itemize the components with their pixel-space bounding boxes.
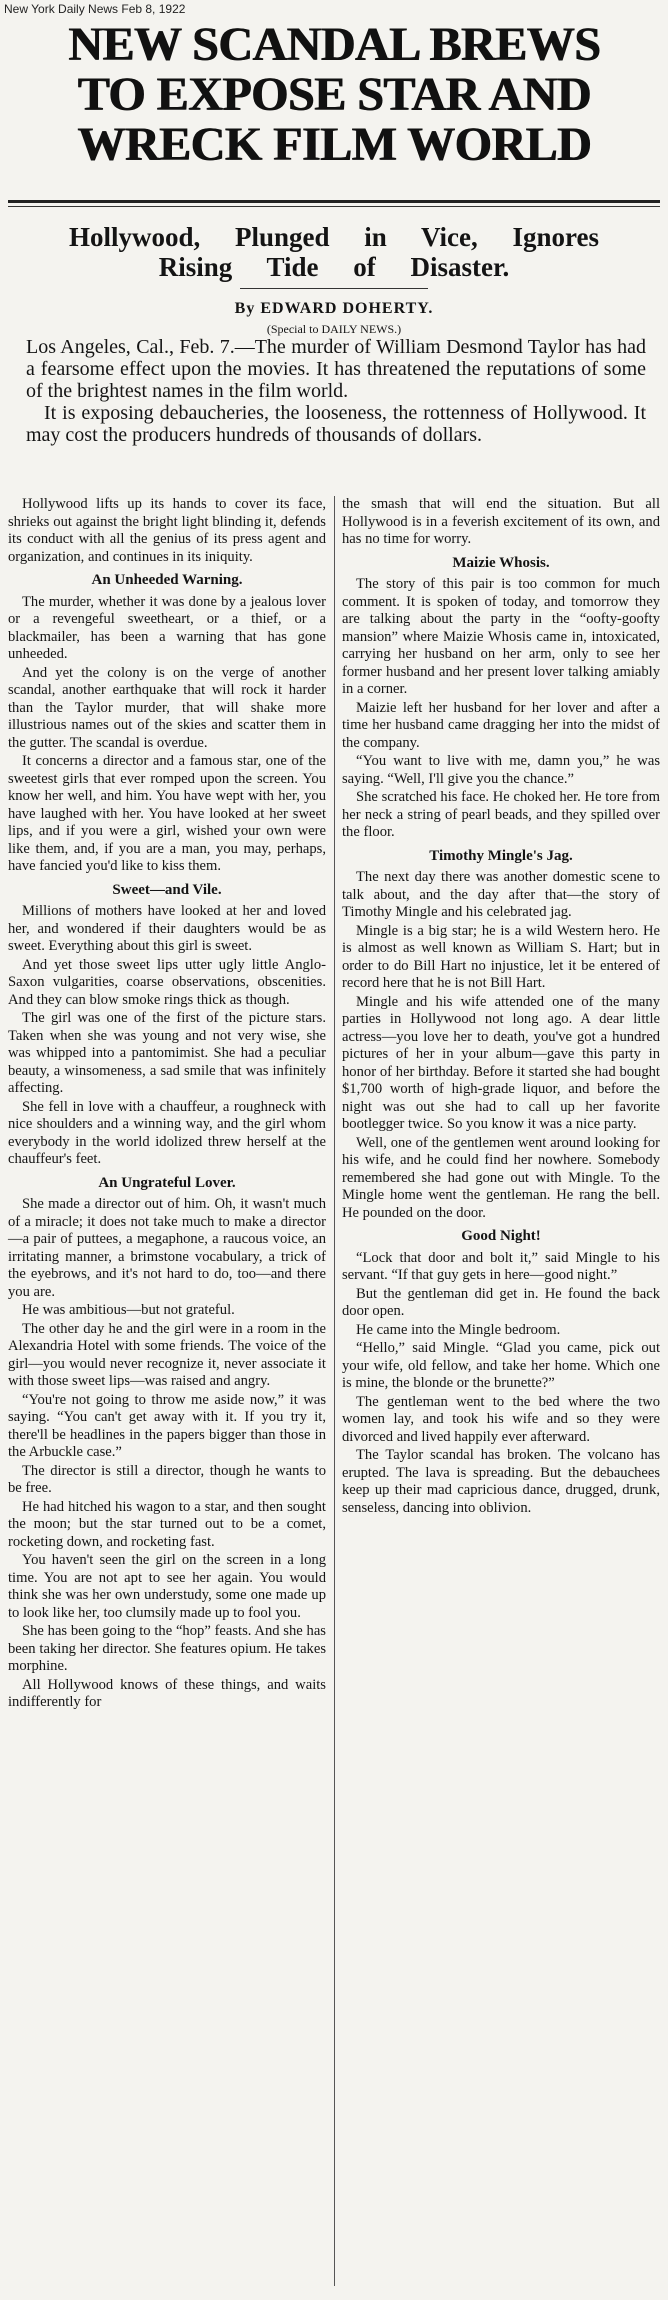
article-column-right	[342, 496, 660, 1518]
source-line: New York Daily News Feb 8, 1922	[4, 2, 186, 16]
lead-paragraphs	[26, 336, 646, 446]
subheadline-line: Rising Tide of Disaster.	[158, 252, 510, 282]
article-paragraph: The story of this pair is too common for much comment. It is spoken of today, and tomorrow they are talking about the party in the “oofty-goofty mansion” where Maizie Whosis came in, intoxicated, carrying her husband on her arm, only to see her former husband and her present lover talking amiably in a corner.	[342, 576, 660, 697]
headline-line: TO EXPOSE STAR AND	[77, 68, 591, 121]
article-column-left	[8, 496, 326, 1713]
article-paragraph: But the gentleman did get in. He found the back door open.	[342, 1285, 660, 1319]
article-paragraph: Millions of mothers have looked at her and loved her, and wondered if their daughters would be as sweet. Everything about this girl is sweet.	[8, 903, 326, 954]
column-divider	[334, 496, 335, 2286]
headline-line: NEW SCANDAL BREWS	[67, 18, 601, 71]
article-paragraph: She fell in love with a chauffeur, a roughneck with nice shoulders and a winning way, and the girl whom everybody in the world idolized threw herself at the chauffeur's feet.	[8, 1098, 326, 1167]
article-paragraph: She scratched his face. He choked her. He tore from her neck a string of pearl beads, and they spilled over the floor.	[342, 789, 660, 840]
article-paragraph: He had hitched his wagon to a star, and then sought the moon; but the star turned out to be a comet, rocketing down, and rocketing fast.	[8, 1498, 326, 1550]
article-paragraph: “Hello,” said Mingle. “Glad you came, pick out your wife, old fellow, and take her home. Which one is mine, the blonde or the brunette?”	[342, 1340, 660, 1391]
lead-paragraph: It is exposing debaucheries, the looseness, the rottenness of Hollywood. It may cost the producers hundreds of thousands of dollars.	[26, 402, 646, 446]
byline: By EDWARD DOHERTY.	[234, 300, 434, 317]
subheadline-line: Hollywood, Plunged in Vice, Ignores	[68, 222, 600, 252]
article-paragraph: “You want to live with me, damn you,” he was saying. “Well, I'll give you the chance.”	[342, 753, 660, 787]
article-paragraph: The murder, whether it was done by a jealous lover or a revengeful sweetheart, or a thief, or a blackmailer, has been a warning that has gone unheeded.	[8, 593, 326, 662]
section-heading: Good Night!	[461, 1228, 541, 1244]
article-paragraph: “Lock that door and bolt it,” said Mingle to his servant. “If that guy gets in here—good night.”	[342, 1249, 660, 1283]
article-paragraph: You haven't seen the girl on the screen in a long time. You are not apt to see her again. You would think she was her own understudy, some one made up to look like her, too clumsily made up to fool you.	[8, 1552, 326, 1621]
article-paragraph: It concerns a director and a famous star, one of the sweetest girls that ever romped upon the screen. You know her well, and him. You have wept with her, you have laughed with her. You have looked at her sweet lips, and if you were a girl, wished your own were like them, and, if you are a man, you may, perhaps, have fancied you'd like to kiss them.	[8, 753, 326, 874]
article-paragraph: Hollywood lifts up its hands to cover its face, shrieks out against the bright light blinding it, defends its conduct with all the genius of its press agent and organization, and continues in its iniquity.	[8, 496, 326, 565]
section-heading: An Unheeded Warning.	[91, 572, 243, 588]
headline-line: WRECK FILM WORLD	[77, 118, 591, 171]
article-paragraph: She has been going to the “hop” feasts. And she has been taking her director. She features opium. He takes morphine.	[8, 1623, 326, 1674]
article-paragraph: And yet the colony is on the verge of another scandal, another earthquake that will rock it harder than the Taylor murder, that will shake more illustrious names out of the skies and scatter them in the gutter. The scandal is overdue.	[8, 664, 326, 751]
lead-paragraph: Los Angeles, Cal., Feb. 7.—The murder of William Desmond Taylor has had a fearsome effect upon the movies. It has threatened the reputations of some of the brightest names in the film world.	[26, 336, 646, 402]
article-paragraph: He came into the Mingle bedroom.	[356, 1321, 561, 1338]
article-paragraph: She made a director out of him. Oh, it wasn't much of a miracle; it does not take much to make a director—a pair of puttees, a megaphone, a raucous voice, an irritating manner, a brimstone vocabulary, a trick of the eyebrows, and it's not hard to do, too—and there you are.	[8, 1196, 326, 1300]
article-paragraph: And yet those sweet lips utter ugly little Anglo-Saxon vulgarities, coarse observations, obscenities. And they can blow smoke rings thick as though.	[8, 956, 326, 1008]
special-note: (Special to DAILY NEWS.)	[266, 322, 402, 336]
article-paragraph: the smash that will end the situation. But all Hollywood is in a feverish excitement of its own, and has no time for worry.	[342, 496, 660, 547]
subhead-rule	[240, 288, 428, 289]
article-paragraph: Mingle and his wife attended one of the many parties in Hollywood not long ago. A dear little actress—you love her to death, you've got a hundred pictures of her in your album—gave this party in honor of her birthday. Before it started she had bought $1,700 worth of high-grade liquor, and before the night was out she had to call up her favorite bootlegger twice. So you know it was a nice party.	[342, 993, 660, 1132]
article-paragraph: “You're not going to throw me aside now,” it was saying. “You can't get away with it. If you try it, there'll be headlines in the papers bigger than those in the Arbuckle case.”	[8, 1391, 326, 1460]
article-paragraph: Well, one of the gentlemen went around looking for his wife, and he could find her nowhere. Somebody remembered she had gone out with Mingle. To the Mingle home went the gentleman. He rang the bell. He pounded on the door.	[342, 1134, 660, 1221]
article-paragraph: Maizie left her husband for her lover and after a time her husband came dragging her into the midst of the company.	[342, 699, 660, 751]
headline	[0, 20, 668, 170]
headline-rule	[8, 200, 660, 203]
article-paragraph: The Taylor scandal has broken. The volcano has erupted. The lava is spreading. But the debauchees keep up their mad capricious dance, drugged, drunk, senseless, dancing into oblivion.	[342, 1447, 660, 1516]
section-heading: An Ungrateful Lover.	[98, 1174, 236, 1191]
section-heading: Maizie Whosis.	[452, 554, 550, 571]
article-paragraph: The girl was one of the first of the picture stars. Taken when she was young and not very wise, she was whipped into a pantomimist. She had a peculiar beauty, a winsomeness, a sad smile that was infinitely affecting.	[8, 1010, 326, 1096]
headline-rule	[8, 206, 660, 207]
article-paragraph: The next day there was another domestic scene to talk about, and the day after that—the story of Timothy Mingle and his celebrated jag.	[342, 869, 660, 920]
article-paragraph: Mingle is a big star; he is a wild Western hero. He is almost as well known as William S. Hart; but in order to do Bill Hart no injustice, let it be entered of record here that he is not Bill Hart.	[342, 922, 660, 991]
subheadline	[0, 222, 668, 282]
article-paragraph: All Hollywood knows of these things, and waits indifferently for	[8, 1676, 326, 1710]
article-paragraph: The gentleman went to the bed where the two women lay, and took his wife and so they were divorced and lived happily ever afterward.	[342, 1393, 660, 1445]
article-paragraph: He was ambitious—but not grateful.	[22, 1302, 235, 1318]
article-paragraph: The director is still a director, though he wants to be free.	[8, 1462, 326, 1496]
article-paragraph: The other day he and the girl were in a room in the Alexandria Hotel with some friends. The voice of the girl—you would never recognize it, never associate it with those sweet lips—was raised and angry.	[8, 1320, 326, 1389]
section-heading: Sweet—and Vile.	[112, 881, 222, 898]
section-heading: Timothy Mingle's Jag.	[429, 847, 573, 864]
